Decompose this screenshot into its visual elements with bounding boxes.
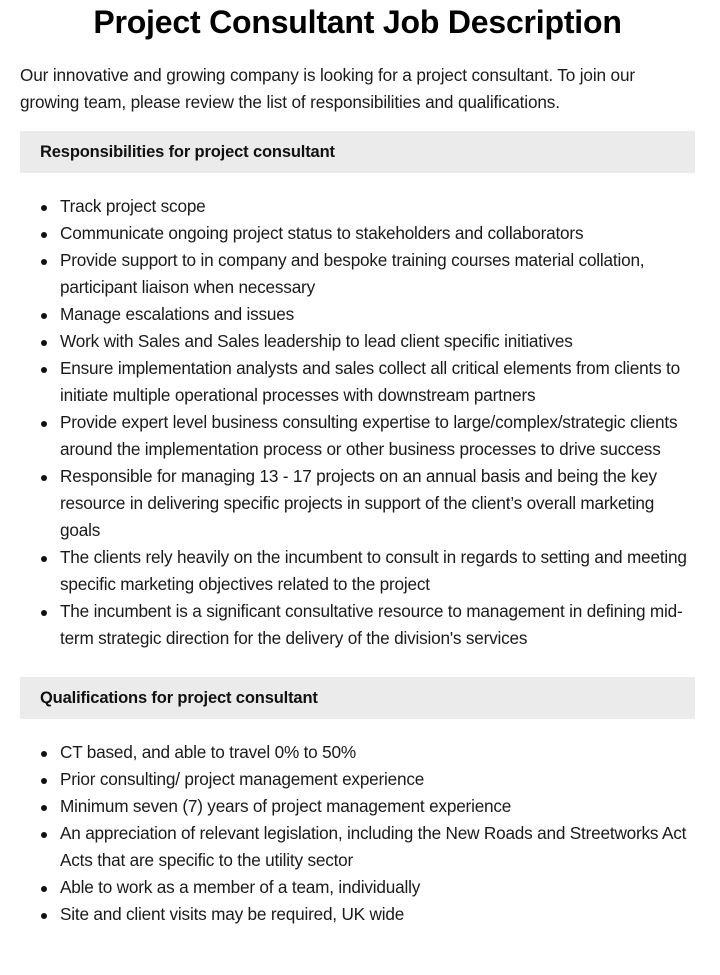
list-item-text: Communicate ongoing project status to stakeholders and collaborators (60, 223, 584, 243)
bullet-icon (41, 340, 47, 346)
list-item (60, 901, 695, 928)
list-item-text: Ensure implementation analysts and sales collect all critical elements from clients to initiate multiple operational processes with downstream partners (60, 358, 680, 405)
qualifications-section-header (20, 677, 695, 719)
list-item (60, 598, 695, 652)
list-item-text: Provide expert level business consulting expertise to large/complex/strategic clients around the implementation process or other business processes to drive success (60, 412, 678, 459)
bullet-icon (41, 832, 47, 838)
qualifications-heading: Qualifications for project consultant (40, 688, 318, 707)
bullet-icon (41, 205, 47, 211)
bullet-icon (41, 751, 47, 757)
list-item-text: The incumbent is a significant consultative resource to management in defining mid-term strategic direction for the delivery of the division's services (60, 601, 683, 648)
responsibilities-section-header (20, 131, 695, 173)
list-item-text: Minimum seven (7) years of project management experience (60, 796, 512, 816)
list-item (60, 874, 695, 901)
bullet-icon (41, 778, 47, 784)
qualifications-list (20, 739, 695, 928)
list-item-text: Track project scope (60, 196, 206, 216)
list-item-text: Site and client visits may be required, UK wide (60, 904, 405, 924)
list-item-text: CT based, and able to travel 0% to 50% (60, 742, 356, 762)
list-item (60, 355, 695, 409)
list-item-text: Prior consulting/ project management experience (60, 769, 425, 789)
list-item (60, 793, 695, 820)
responsibilities-heading: Responsibilities for project consultant (40, 142, 335, 161)
list-item (60, 739, 695, 766)
list-item (60, 409, 695, 463)
bullet-icon (41, 556, 47, 562)
list-item (60, 328, 695, 355)
list-item-text: The clients rely heavily on the incumbent to consult in regards to setting and meeting specific marketing objectives related to the project (60, 547, 687, 594)
list-item-text: Responsible for managing 13 - 17 projects on an annual basis and being the key resource in delivering specific projects in support of the client’s overall marketing goals (60, 466, 657, 540)
list-item (60, 463, 695, 544)
responsibilities-list (20, 193, 695, 652)
list-item (60, 766, 695, 793)
list-item-text: Manage escalations and issues (60, 304, 295, 324)
bullet-icon (41, 232, 47, 238)
bullet-icon (41, 805, 47, 811)
intro-paragraph: Our innovative and growing company is looking for a project consultant. To join our growing team, please review the list of responsibilities and qualifications. (20, 65, 635, 112)
list-item-text: Work with Sales and Sales leadership to lead client specific initiatives (60, 331, 573, 351)
bullet-icon (41, 913, 47, 919)
list-item-text: Able to work as a member of a team, individually (60, 877, 421, 897)
bullet-icon (41, 259, 47, 265)
bullet-icon (41, 313, 47, 319)
bullet-icon (41, 610, 47, 616)
list-item (60, 193, 695, 220)
list-item (60, 544, 695, 598)
list-item-text: Provide support to in company and bespoke training courses material collation, participant liaison when necessary (60, 250, 645, 297)
page-title: Project Consultant Job Description (93, 4, 622, 40)
list-item (60, 820, 695, 874)
bullet-icon (41, 475, 47, 481)
bullet-icon (41, 421, 47, 427)
list-item (60, 247, 695, 301)
list-item (60, 220, 695, 247)
bullet-icon (41, 886, 47, 892)
bullet-icon (41, 367, 47, 373)
list-item-text: An appreciation of relevant legislation, including the New Roads and Streetworks Act Acts that are specific to the utility sector (60, 823, 687, 870)
list-item (60, 301, 695, 328)
